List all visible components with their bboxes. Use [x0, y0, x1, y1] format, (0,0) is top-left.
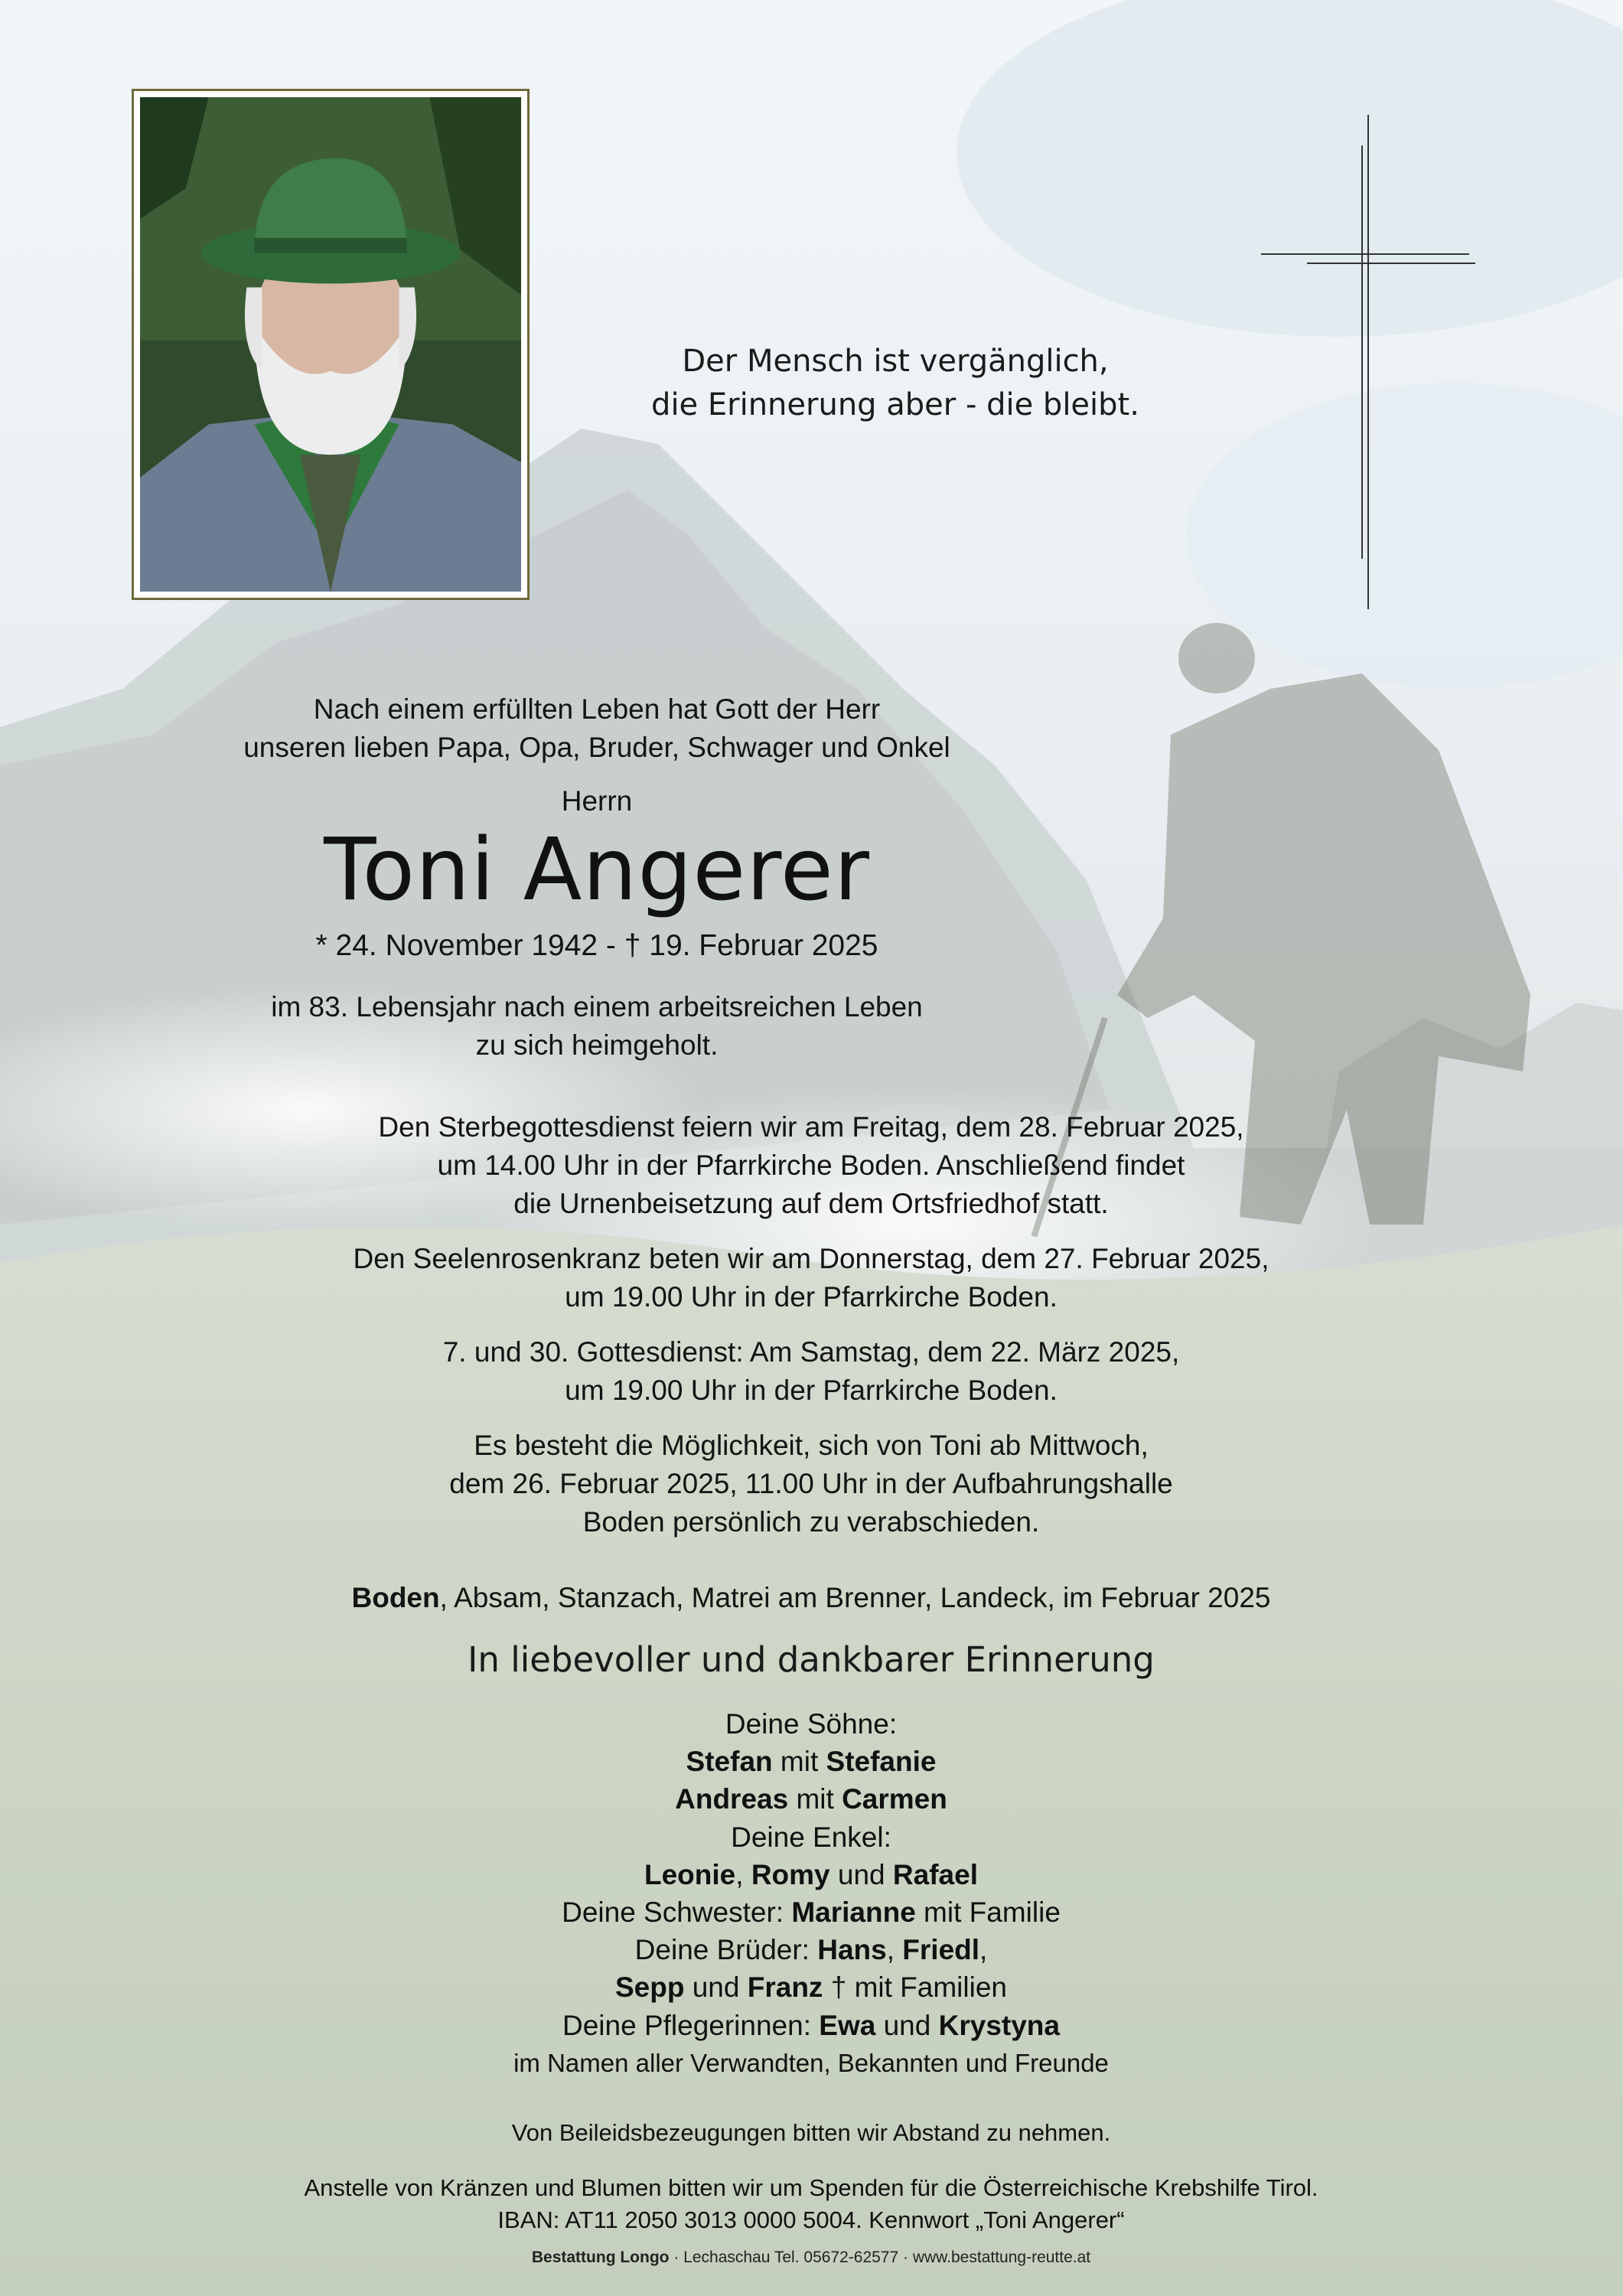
service-line: die Urnenbeisetzung auf dem Ortsfriedhof statt.	[513, 1188, 1109, 1219]
family-line	[230, 1705, 1393, 1743]
family-line	[230, 1893, 1393, 1931]
family-line	[230, 1931, 1393, 1968]
family-member-name: Friedl	[902, 1934, 980, 1966]
memorial-quote	[582, 340, 1209, 427]
age-line-1: im 83. Lebensjahr nach einem arbeitsreichen Leben	[271, 991, 923, 1022]
funeral-home-contact: · Lechaschau Tel. 05672-62577 · www.bestattung-reutte.at	[669, 2249, 1091, 2266]
service-funeral-mass	[275, 1108, 1347, 1223]
cross-icon	[1261, 115, 1475, 609]
service-line: um 19.00 Uhr in der Pfarrkirche Boden.	[565, 1281, 1058, 1313]
intro-line-2: unseren lieben Papa, Opa, Bruder, Schwager und Onkel	[243, 732, 950, 763]
family-member-name: Romy	[751, 1858, 830, 1890]
family-line	[230, 1780, 1393, 1818]
service-line: 7. und 30. Gottesdienst: Am Samstag, dem 22. März 2025,	[442, 1336, 1180, 1368]
service-line: um 14.00 Uhr in der Pfarrkirche Boden. Anschließend findet	[437, 1150, 1185, 1181]
service-line: um 19.00 Uhr in der Pfarrkirche Boden.	[565, 1375, 1058, 1406]
family-line	[230, 1743, 1393, 1780]
service-line: Boden persönlich zu verabschieden.	[582, 1506, 1040, 1538]
condolence-note: Von Beileidsbezeugungen bitten wir Abstand zu nehmen.	[511, 2119, 1111, 2146]
family-member-name: Carmen	[842, 1783, 947, 1815]
place-rest: , Absam, Stanzach, Matrei am Brenner, Landeck, im Februar 2025	[439, 1582, 1271, 1613]
age-line-2: zu sich heimgeholt.	[475, 1029, 719, 1061]
salutation: Herrn	[561, 785, 633, 817]
quote-line-2: die Erinnerung aber - die bleibt.	[651, 387, 1139, 422]
family-text: und	[875, 2009, 939, 2041]
family-member-name: Leonie	[644, 1858, 736, 1890]
family-line	[230, 1968, 1393, 2006]
family-member-name: Hans	[817, 1934, 887, 1966]
family-member-name: Marianne	[791, 1896, 916, 1929]
service-line: Es besteht die Möglichkeit, sich von Toni ab Mittwoch,	[474, 1430, 1149, 1461]
remembrance-heading: In liebevoller und dankbarer Erinnerung	[468, 1639, 1155, 1680]
life-dates: * 24. November 1942 - † 19. Februar 2025	[315, 929, 878, 962]
family-line	[230, 2007, 1393, 2044]
family-text: ,	[886, 1934, 903, 1966]
deceased-name: Toni Angerer	[324, 820, 870, 920]
portrait-photo	[132, 89, 530, 600]
family-text: Deine Schwester:	[562, 1896, 792, 1929]
family-text: mit Familie	[915, 1896, 1061, 1929]
family-member-name: Rafael	[892, 1858, 978, 1890]
family-text: Deine Brüder:	[634, 1934, 818, 1966]
family-text: mit	[788, 1783, 842, 1815]
intro-text	[138, 690, 1056, 767]
service-line: Den Seelenrosenkranz beten wir am Donnerstag, dem 27. Februar 2025,	[353, 1243, 1269, 1274]
family-member-name: Franz	[747, 1971, 823, 2004]
service-line: Den Sterbegottesdienst feiern wir am Freitag, dem 28. Februar 2025,	[378, 1111, 1244, 1143]
service-viewing	[275, 1427, 1347, 1541]
family-text: ,	[979, 1934, 988, 1966]
quote-line-1: Der Mensch ist vergänglich,	[682, 344, 1109, 379]
age-text	[138, 988, 1056, 1065]
service-info	[275, 1108, 1347, 1558]
family-lines	[230, 1705, 1393, 2044]
family-text: und	[829, 1858, 893, 1890]
family-list	[230, 1705, 1393, 2082]
family-member-name: Stefan	[686, 1746, 773, 1778]
funeral-home-name: Bestattung Longo	[531, 2249, 670, 2266]
service-line: dem 26. Februar 2025, 11.00 Uhr in der Aufbahrungshalle	[449, 1468, 1173, 1499]
family-text: Deine Pflegerinnen:	[562, 2009, 820, 2041]
family-text: † mit Familien	[823, 1971, 1007, 2004]
family-text: Deine Enkel:	[731, 1821, 891, 1853]
family-member-name: Krystyna	[938, 2009, 1060, 2041]
family-text: Deine Söhne:	[725, 1708, 898, 1740]
intro-line-1: Nach einem erfüllten Leben hat Gott der Herr	[313, 693, 881, 725]
donation-iban: IBAN: AT11 2050 3013 0000 5004. Kennwort „Toni Angerer“	[497, 2206, 1125, 2233]
family-text: ,	[735, 1858, 751, 1890]
place-date-line	[230, 1579, 1393, 1617]
family-closing: im Namen aller Verwandten, Bekannten und Freunde	[513, 2048, 1109, 2077]
family-line	[230, 1818, 1393, 1856]
service-rosary	[275, 1240, 1347, 1316]
donation-note	[230, 2172, 1393, 2236]
family-line	[230, 1856, 1393, 1893]
family-member-name: Stefanie	[826, 1746, 937, 1778]
funeral-home-footer	[230, 2246, 1393, 2269]
donation-line-1: Anstelle von Kränzen und Blumen bitten wir um Spenden für die Österreichische Krebshilfe Tirol.	[304, 2174, 1318, 2201]
family-member-name: Andreas	[675, 1783, 789, 1815]
family-member-name: Sepp	[614, 1971, 685, 2004]
family-member-name: Ewa	[819, 2009, 876, 2041]
family-text: mit	[772, 1746, 826, 1778]
family-text: und	[684, 1971, 748, 2004]
service-memorial-masses	[275, 1333, 1347, 1410]
place-bold: Boden	[351, 1582, 440, 1613]
